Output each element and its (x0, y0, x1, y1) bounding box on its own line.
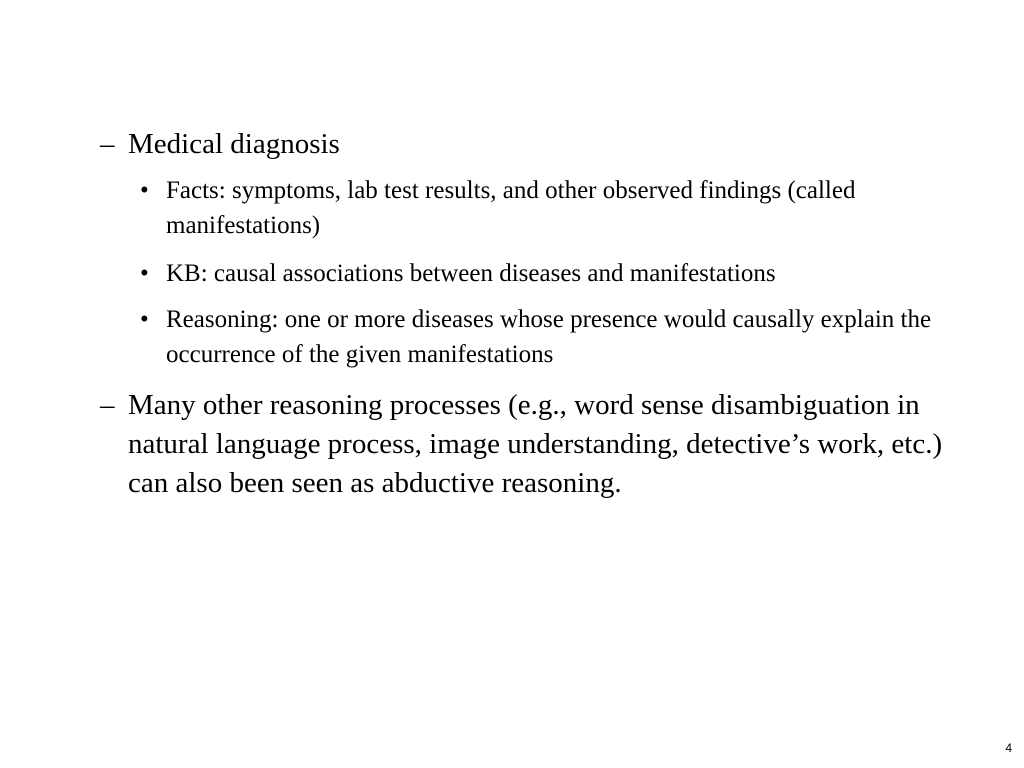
sub-bullet-text: Reasoning: one or more diseases whose presence would causally explain the occurrence of the given manifestations (166, 306, 932, 368)
bullet-item-other-reasoning (100, 386, 960, 503)
dot-bullet: • (140, 306, 149, 333)
sub-bullet-item-reasoning (140, 302, 960, 372)
dot-bullet: • (140, 177, 149, 204)
sub-bullet-text: Facts: symptoms, lab test results, and other observed findings (called manifestations) (166, 177, 856, 239)
sub-bullet-text: KB: causal associations between diseases and manifestations (166, 260, 776, 287)
bullet-text: Medical diagnosis (128, 128, 340, 160)
page-number: 4 (1005, 741, 1012, 755)
bullet-text: Many other reasoning processes (e.g., word sense disambiguation in natural language process, image understanding, detective’s work, etc.) can also been seen as abductive reasoning. (128, 389, 943, 499)
dash-bullet: – (100, 389, 115, 421)
sub-bullet-item-facts (140, 173, 960, 243)
bullet-item-medical-diagnosis (100, 125, 960, 164)
dot-bullet: • (140, 260, 149, 287)
dash-bullet: – (100, 128, 115, 160)
sub-bullet-item-kb (140, 256, 960, 291)
